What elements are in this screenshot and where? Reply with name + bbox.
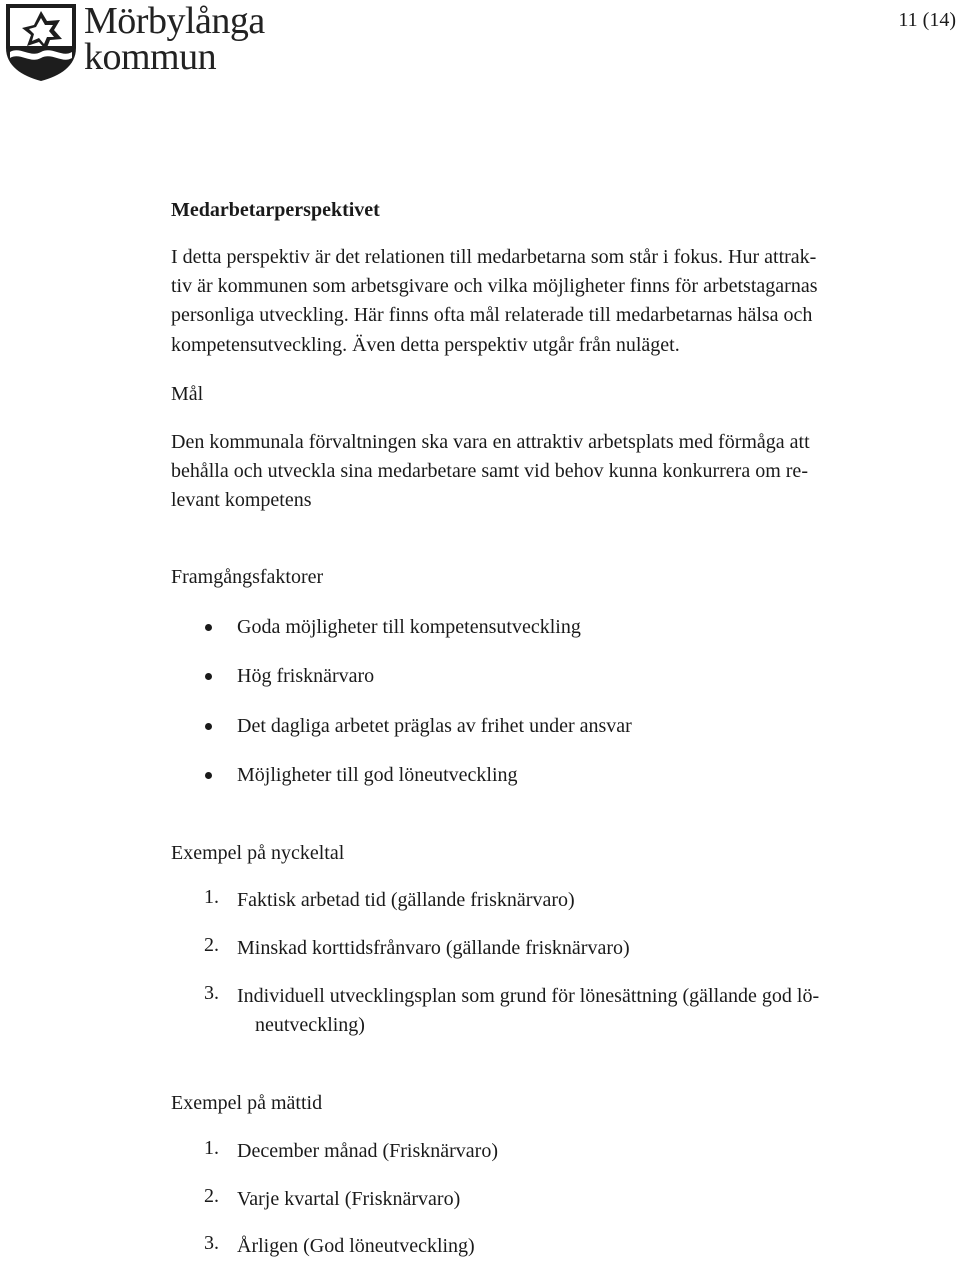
factor-item: Det dagliga arbetet präglas av frihet under ansvar bbox=[237, 715, 632, 737]
municipality-logo bbox=[4, 0, 265, 82]
factor-item: Möjligheter till god löneutveckling bbox=[237, 764, 518, 786]
logo-line-2: kommun bbox=[84, 36, 217, 78]
timing-item: December månad (Frisknärvaro) bbox=[237, 1140, 498, 1162]
coat-of-arms-icon bbox=[4, 2, 78, 82]
kpi-item: Minskad korttidsfrånvaro (gällande frisknärvaro) bbox=[237, 937, 630, 959]
kpi-label: Exempel på nyckeltal bbox=[171, 842, 345, 864]
goal-line: behålla och utveckla sina medarbetare samt vid behov kunna konkurrera om re- bbox=[171, 460, 808, 482]
list-number: 2. bbox=[204, 934, 219, 956]
intro-line: personliga utveckling. Här finns ofta mål relaterade till medarbetarnas hälsa och bbox=[171, 304, 813, 326]
intro-line: kompetensutveckling. Även detta perspektiv utgår från nuläget. bbox=[171, 334, 680, 356]
goal-line: Den kommunala förvaltningen ska vara en attraktiv arbetsplats med förmåga att bbox=[171, 431, 810, 453]
list-number: 3. bbox=[204, 982, 219, 1004]
factor-item: Hög frisknärvaro bbox=[237, 665, 375, 687]
list-number: 3. bbox=[204, 1232, 219, 1254]
timing-label: Exempel på mättid bbox=[171, 1092, 323, 1114]
factor-item: Goda möjligheter till kompetensutveckling bbox=[237, 616, 581, 638]
factors-label: Framgångsfaktorer bbox=[171, 566, 324, 588]
timing-item: Varje kvartal (Frisknärvaro) bbox=[237, 1188, 461, 1210]
list-number: 1. bbox=[204, 886, 219, 908]
kpi-item: Faktisk arbetad tid (gällande frisknärvaro) bbox=[237, 889, 575, 911]
logo-wordmark bbox=[84, 2, 265, 76]
kpi-item-continued: neutveckling) bbox=[255, 1014, 365, 1036]
intro-line: I detta perspektiv är det relationen till medarbetarna som står i fokus. Hur attrak- bbox=[171, 246, 817, 268]
bullet-icon bbox=[205, 772, 212, 779]
goal-label: Mål bbox=[171, 383, 204, 405]
bullet-icon bbox=[205, 673, 212, 680]
goal-line: levant kompetens bbox=[171, 489, 312, 511]
kpi-item: Individuell utvecklingsplan som grund för lönesättning (gällande god lö- bbox=[237, 985, 820, 1007]
timing-item: Årligen (God löneutveckling) bbox=[237, 1235, 475, 1257]
bullet-icon bbox=[205, 624, 212, 631]
logo-line-1: Mörbylånga bbox=[84, 0, 265, 42]
list-number: 2. bbox=[204, 1185, 219, 1207]
bullet-icon bbox=[205, 723, 212, 730]
page-number: 11 (14) bbox=[898, 9, 956, 31]
intro-line: tiv är kommunen som arbetsgivare och vilka möjligheter finns för arbetstagarnas bbox=[171, 275, 818, 297]
list-number: 1. bbox=[204, 1137, 219, 1159]
section-title: Medarbetarperspektivet bbox=[171, 199, 380, 221]
